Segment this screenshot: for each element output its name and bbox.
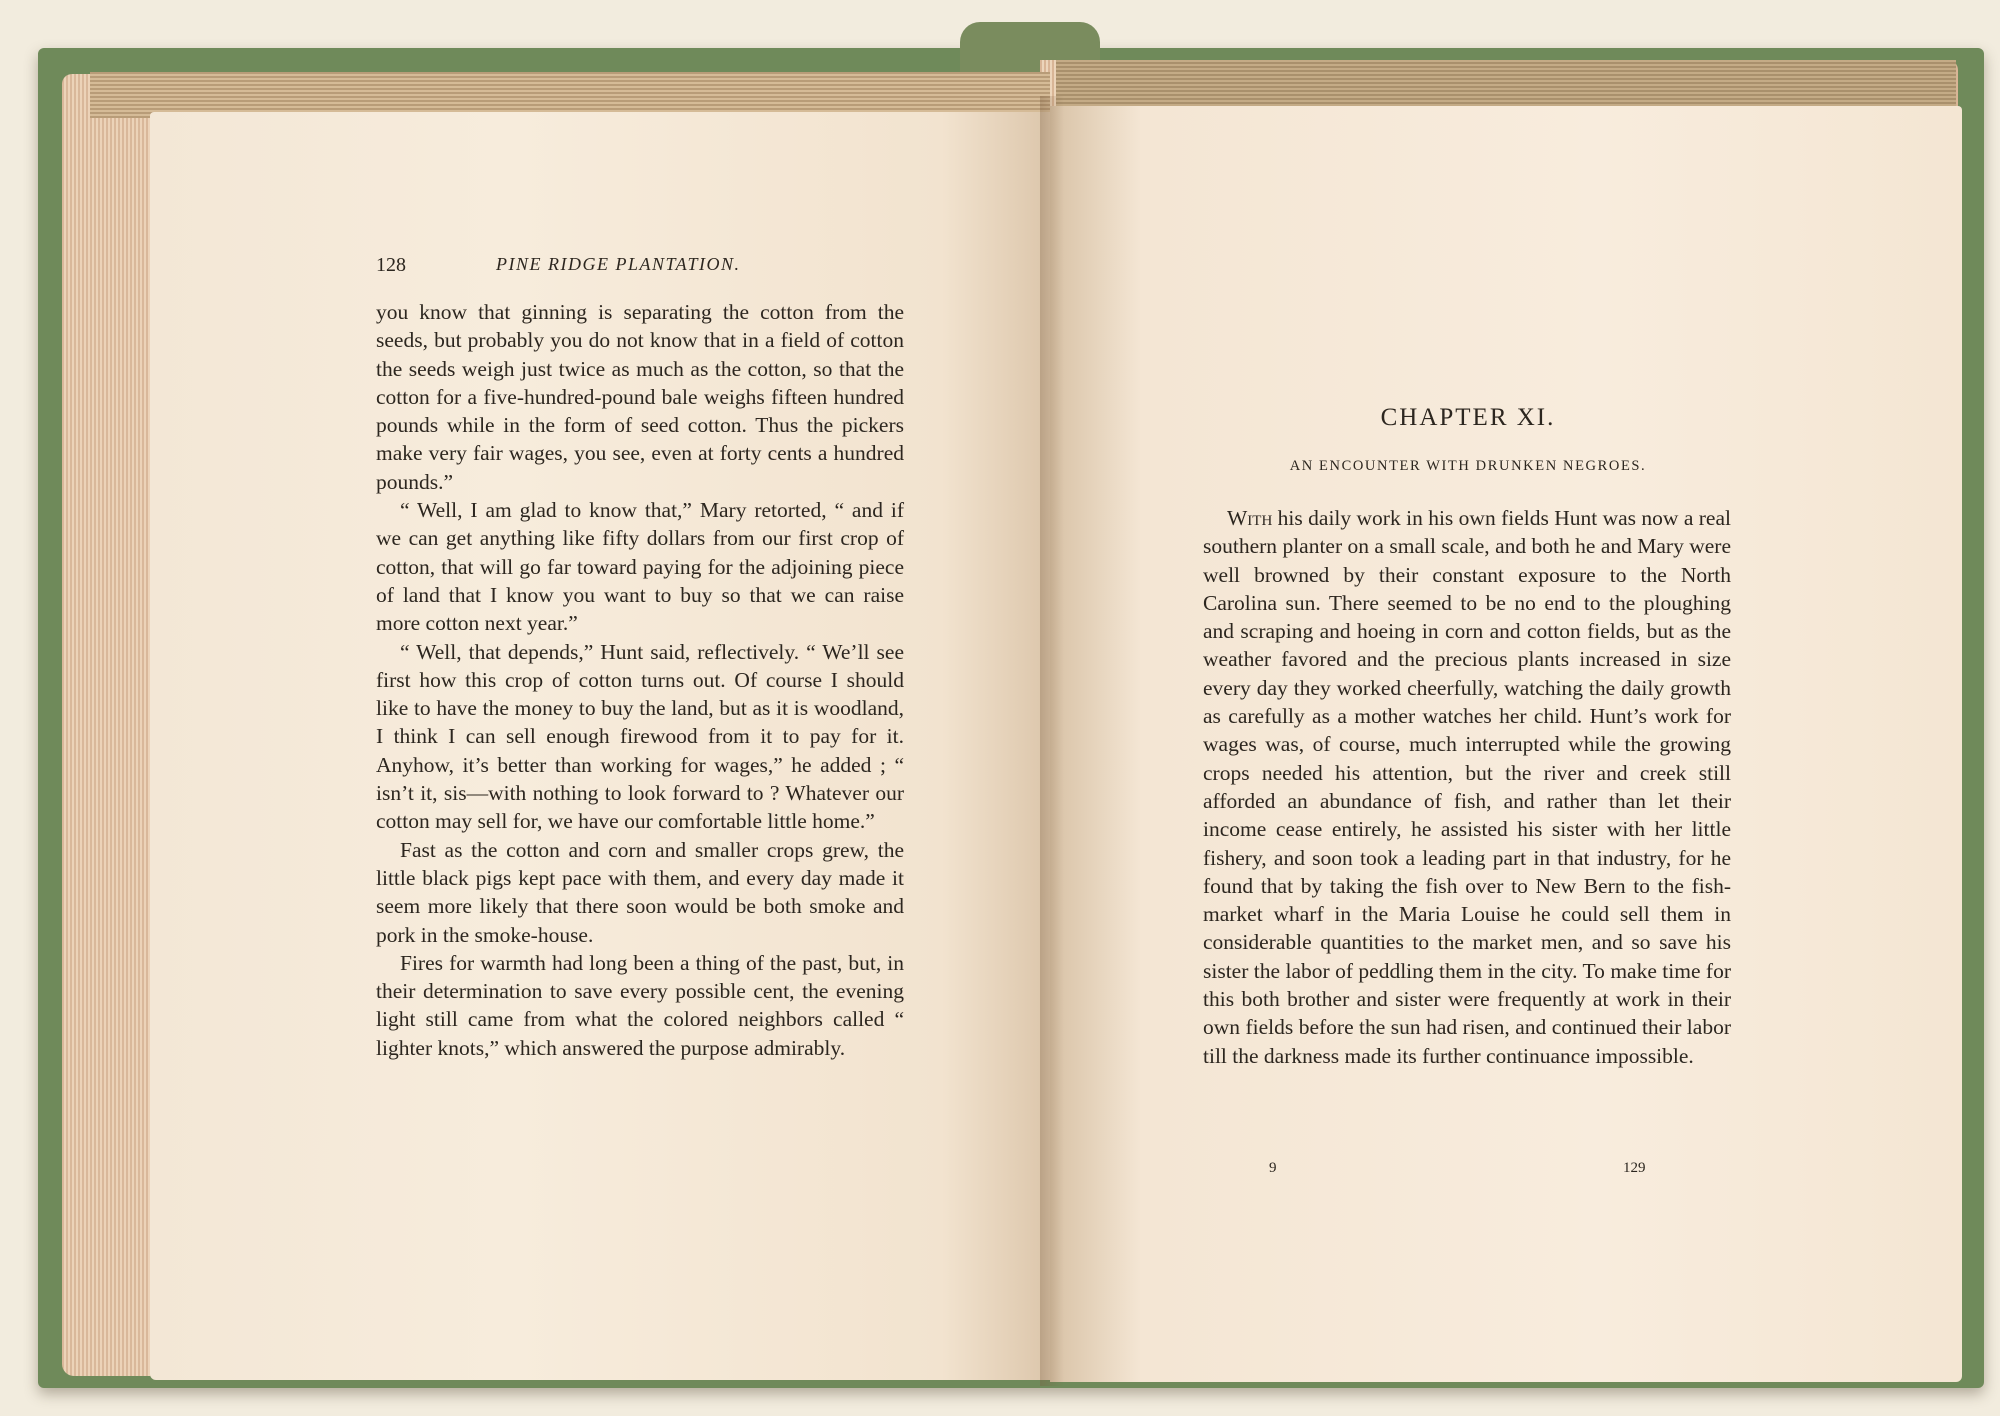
left-page-number: 128 <box>376 254 406 276</box>
paragraph <box>1203 504 1731 1070</box>
signature-mark: 9 <box>1269 1160 1277 1176</box>
paragraph: Fast as the cotton and corn and smaller crops grew, the little black pigs kept pace with them, and every day made it seem more likely that there soon would be both smoke and pork in the smoke-house. <box>376 837 904 947</box>
book-gutter <box>1040 96 1064 1386</box>
paragraph: you know that ginning is separating the cotton from the seeds, but probably you do not know that in a field of cotton the seeds weigh just twice as much as the cotton, so that the cotton for a five-hundred-pound bale weighs fifteen hundred pounds while in the form of seed cotton. Thus the pickers make very fair wages, you see, even at forty cents a hundred pounds.” <box>376 300 904 494</box>
chapter-title: CHAPTER XI. <box>1380 404 1556 431</box>
paragraph: “ Well, that depends,” Hunt said, reflectively. “ We’ll see first how this crop of cotton turns out. Of course I should like to have the money to buy the land, but as it is woodland, I think I can sell enough firewood from it to pay for it. Anyhow, it’s better than working for wages,” he added ; “ isn’t it, sis—with nothing to look forward to ? Whatever our cotton may sell for, we have our comfortable little home.” <box>376 639 904 834</box>
chapter-subtitle: AN ENCOUNTER WITH DRUNKEN NEGROES. <box>1289 458 1647 474</box>
paragraph: “ Well, I am glad to know that,” Mary retorted, “ and if we can get anything like fifty dollars from our first crop of cotton, that will go far toward paying for the adjoining piece of land that I know you want to buy so that we can raise more cotton next year.” <box>376 498 904 636</box>
opening-word: With <box>1227 506 1273 530</box>
right-page-number: 129 <box>1623 1160 1646 1176</box>
paragraph-text: his daily work in his own fields Hunt was now a real southern planter on a small scale, and both he and Mary were well browned by their constant exposure to the North Carolina sun. There seemed to be no end to the ploughing and scraping and hoeing in corn and cotton fields, but as the weather favored and the precious plants increased in size every day they worked cheerfully, watching the daily growth as carefully as a mother watches her child. Hunt’s work for wages was, of course, much interrupted while the growing crops needed his attention, but the river and creek still afforded an abundance of fish, and rather than let their income cease entirely, he assisted his sister with her little fishery, and soon took a leading part in that industry, for he found that by taking the fish over to New Bern to the fish-market wharf in the Maria Louise he could sell them in considerable quantities to the market men, and so save his sister the labor of peddling them in the city. To make time for this both brother and sister were frequently at work in their own fields before the sun had risen, and continued their labor till the darkness made its further continuance impossible. <box>1203 506 1731 1068</box>
right-top-edge <box>1056 60 1956 112</box>
running-head-title: PINE RIDGE PLANTATION. <box>496 254 741 274</box>
right-page-body <box>1203 504 1731 1070</box>
paragraph: Fires for warmth had long been a thing of the past, but, in their determination to save every possible cent, the evening light still came from what the colored neighbors called “ lighter knots,” which answered the purpose admirably. <box>376 950 904 1060</box>
left-page-body <box>376 298 904 1062</box>
